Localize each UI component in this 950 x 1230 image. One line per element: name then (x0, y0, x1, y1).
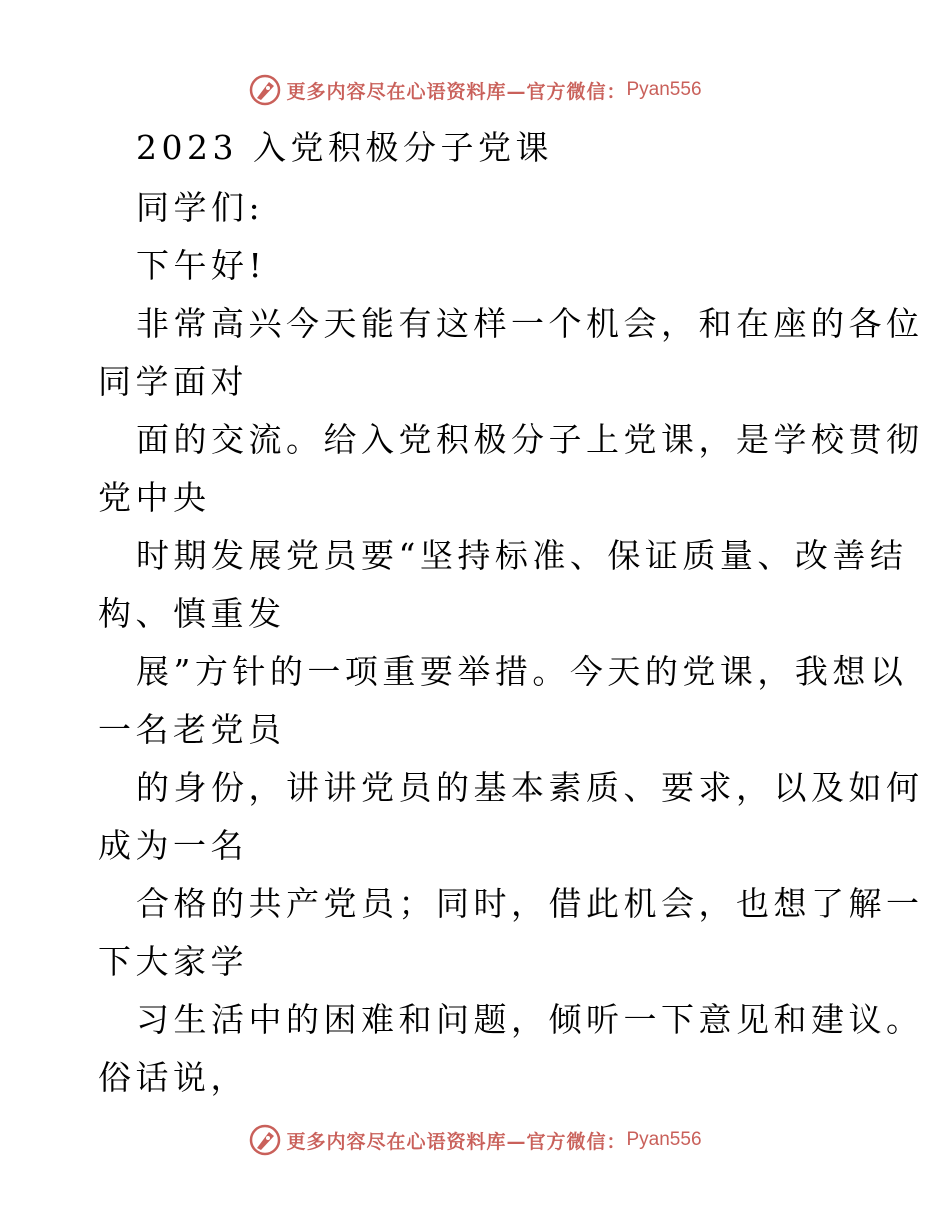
paragraph-line: 的身份，讲讲党员的基本素质、要求，以及如何 (136, 768, 924, 807)
paragraph-line: 同学面对 (98, 362, 248, 401)
salutation: 下午好! (136, 246, 267, 285)
pen-nib-logo-icon (248, 73, 282, 107)
paragraph-line: 俗话说， (98, 1058, 248, 1097)
pen-nib-logo-icon (248, 1123, 282, 1157)
paragraph-line: 习生活中的困难和问题，倾听一下意见和建议。 (136, 1000, 924, 1039)
paragraph-line: 一名老党员 (98, 710, 286, 749)
watermark-wechat-id: Pyan556 (626, 1129, 702, 1150)
paragraph-line: 面的交流。给入党积极分子上党课，是学校贯彻 (136, 420, 924, 459)
greeting: 同学们: (136, 188, 265, 227)
watermark-wechat-id: Pyan556 (626, 79, 702, 100)
watermark-text: 更多内容尽在心语资料库—官方微信： (286, 80, 627, 103)
paragraph-line: 展”方针的一项重要举措。今天的党课，我想以 (136, 652, 908, 691)
paragraph-line: 成为一名 (98, 826, 248, 865)
paragraph-line: 时期发展党员要“坚持标准、保证质量、改善结 (136, 536, 908, 575)
paragraph-line: 合格的共产党员；同时，借此机会，也想了解一 (136, 884, 924, 923)
paragraph-line: 党中央 (98, 478, 211, 517)
paragraph-line: 构、慎重发 (98, 594, 286, 633)
paragraph-line: 非常高兴今天能有这样一个机会，和在座的各位 (136, 304, 924, 343)
paragraph-line: 下大家学 (98, 942, 248, 981)
header-watermark (0, 70, 950, 110)
watermark-text: 更多内容尽在心语资料库—官方微信： (286, 1130, 627, 1153)
footer-watermark (0, 1120, 950, 1160)
document-title: 2023 入党积极分子党课 (136, 128, 553, 167)
